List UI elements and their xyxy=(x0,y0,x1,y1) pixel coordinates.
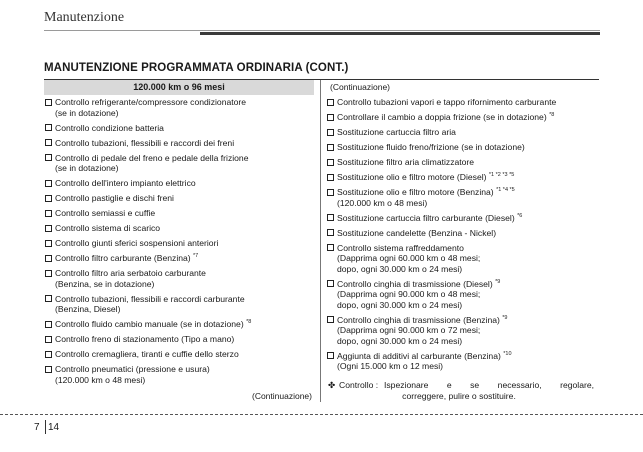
left-checklist xyxy=(44,97,314,385)
checklist-item-text: Sostituzione candelette (Benzina - Nickel) xyxy=(337,227,497,238)
checklist-item xyxy=(326,172,598,183)
right-column xyxy=(326,80,598,402)
checklist-item xyxy=(326,315,598,347)
checkbox-icon xyxy=(327,189,334,196)
checklist-item xyxy=(44,208,314,219)
checklist-item xyxy=(44,334,314,345)
checkbox-icon xyxy=(45,225,52,232)
checklist-item-text: Controllo sistema di scarico xyxy=(55,223,161,233)
header-rule xyxy=(44,30,600,31)
checklist-item-text: Sostituzione olio e filtro motore (Benzina) xyxy=(337,187,494,197)
checkbox-icon xyxy=(327,352,334,359)
page-number: 14 xyxy=(48,422,60,433)
checkbox-icon xyxy=(327,244,334,251)
checklist-item-text: (Benzina, Diesel) xyxy=(55,304,121,314)
checklist-item xyxy=(326,127,598,138)
checklist-item-text: Controllo dell'intero impianto elettrico xyxy=(55,178,196,188)
checklist-item-text: Controllo giunti sferici sospensioni anteriori xyxy=(55,238,219,248)
footnote-reference: *1 *4 *5 xyxy=(496,187,515,194)
footnote-reference: *8 xyxy=(549,112,555,119)
checkbox-icon xyxy=(45,139,52,146)
footnote xyxy=(326,380,598,402)
checkbox-icon xyxy=(45,255,52,262)
checklist-item-text: Controllo tubazioni vapori e tappo rifornimento carburante xyxy=(337,97,557,107)
checklist-item xyxy=(44,253,314,264)
checklist-item xyxy=(44,193,314,204)
checklist-item-text: Controllo filtro aria serbatoio carburante xyxy=(55,268,206,278)
footnote-line-2: correggere, pulire o sostituire. xyxy=(402,390,516,401)
checklist-item-text: Sostituzione filtro aria climatizzatore xyxy=(337,157,475,167)
checklist-item xyxy=(326,187,598,208)
checklist-item-text: Controllo di pedale del freno e pedale della frizione xyxy=(55,152,249,163)
checklist-item xyxy=(44,349,314,360)
checklist-item-text: Controllo pastiglie e dischi freni xyxy=(55,193,174,203)
checklist-item-text: Controllo filtro carburante (Benzina) xyxy=(55,253,191,263)
interval-header: 120.000 km o 96 mesi xyxy=(44,80,314,95)
checklist-item xyxy=(44,319,314,330)
checkbox-icon xyxy=(45,351,52,358)
footnote-reference: *1 *2 *3 *5 xyxy=(488,172,515,179)
footnote-symbol-icon: ✤ xyxy=(328,379,336,390)
checkbox-icon xyxy=(45,366,52,373)
checklist-item xyxy=(326,243,598,275)
checklist-item-text: Controllo tubazioni, flessibili e raccordi dei freni xyxy=(55,137,235,148)
checklist-item xyxy=(326,213,598,224)
checklist-item-text: Controllo sistema raffreddamento xyxy=(337,242,464,253)
page-number-separator xyxy=(45,420,46,434)
checklist-item xyxy=(44,138,314,149)
checkbox-icon xyxy=(45,180,52,187)
checklist-item-text: Controllo cremagliera, tiranti e cuffie dello sterzo xyxy=(55,349,239,359)
chapter-number: 7 xyxy=(34,422,40,433)
footer-rule xyxy=(0,414,643,415)
checkbox-icon xyxy=(327,316,334,323)
checklist-item-text: Controllo condizione batteria xyxy=(55,122,164,133)
footnote-line-1: Ispezionare e se necessario, regolare, xyxy=(384,379,594,390)
checklist-item-text: dopo, ogni 30.000 km o 24 mesi) xyxy=(337,299,463,310)
checklist-item-text: Controllo fluido cambio manuale (se in dotazione) xyxy=(55,319,244,329)
checkbox-icon xyxy=(45,195,52,202)
checklist-item-text: Sostituzione olio e filtro motore (Diesel) xyxy=(337,172,487,182)
footnote-label: Controllo : xyxy=(339,379,379,390)
checklist-item-text: Controllo semiassi e cuffie xyxy=(55,208,156,218)
column-divider xyxy=(320,80,321,402)
checklist-item xyxy=(44,178,314,189)
header-rule-bold xyxy=(200,32,600,35)
checklist-item-text: (120.000 km o 48 mesi) xyxy=(337,197,428,208)
footnote-reference: *7 xyxy=(193,253,199,260)
checklist-item-text: (Ogni 15.000 km o 12 mesi) xyxy=(337,361,444,371)
checklist-item-text: Controllo pneumatici (pressione e usura) xyxy=(55,364,210,374)
checklist-item xyxy=(326,142,598,153)
checkbox-icon xyxy=(45,240,52,247)
checkbox-icon xyxy=(327,144,334,151)
checkbox-icon xyxy=(327,174,334,181)
checklist-item xyxy=(44,268,314,289)
checkbox-icon xyxy=(45,295,52,302)
checkbox-icon xyxy=(45,321,52,328)
checklist-item xyxy=(326,351,598,372)
checklist-item-text: Controllare il cambio a doppia frizione (se in dotazione) xyxy=(337,112,547,122)
checkbox-icon xyxy=(45,336,52,343)
checklist-item-text: Controllo cinghia di trasmissione (Diesel) xyxy=(337,278,493,289)
checkbox-icon xyxy=(327,214,334,221)
checklist-item xyxy=(44,294,314,315)
left-column xyxy=(44,80,314,401)
section-header: Manutenzione xyxy=(44,10,125,25)
checklist-item-text: (se in dotazione) xyxy=(55,107,119,118)
checklist-item-text: Controllo freno di stazionamento (Tipo a mano) xyxy=(55,334,235,344)
checklist-item-text: Controllo refrigerante/compressore condizionatore xyxy=(55,97,247,107)
checkbox-icon xyxy=(45,270,52,277)
checkbox-icon xyxy=(45,154,52,161)
checklist-item-text: Sostituzione cartuccia filtro carburante (Diesel) xyxy=(337,212,515,223)
checklist-item xyxy=(326,279,598,311)
checkbox-icon xyxy=(45,210,52,217)
checklist-item xyxy=(44,123,314,134)
checklist-item-text: Aggiunta di additivi al carburante (Benzina) xyxy=(337,350,501,361)
checklist-item-text: Sostituzione fluido freno/frizione (se in dotazione) xyxy=(337,142,525,152)
checklist-item-text: dopo, ogni 30.000 km o 24 mesi) xyxy=(337,335,463,346)
checklist-item xyxy=(44,223,314,234)
checklist-item xyxy=(326,157,598,168)
right-checklist xyxy=(326,97,598,372)
checklist-item-text: (se in dotazione) xyxy=(55,163,119,173)
checklist-item xyxy=(44,97,314,118)
checklist-item-text: (Benzina, se in dotazione) xyxy=(55,278,155,289)
checklist-item-text: (Dapprima ogni 90.000 km o 48 mesi; xyxy=(337,289,481,299)
continuation-label-top: (Continuazione) xyxy=(330,82,391,92)
checkbox-icon xyxy=(327,114,334,121)
checklist-item-text: dopo, ogni 30.000 km o 24 mesi) xyxy=(337,263,463,274)
checklist-item-text: Controllo tubazioni, flessibili e raccordi carburante xyxy=(55,293,245,304)
footnote-reference: *9 xyxy=(495,278,501,285)
footnote-reference: *8 xyxy=(246,319,252,326)
checkbox-icon xyxy=(45,124,52,131)
footnote-reference: *6 xyxy=(517,212,523,219)
footnote-reference: *9 xyxy=(502,314,508,321)
page-title: MANUTENZIONE PROGRAMMATA ORDINARIA (CONT.) xyxy=(44,62,349,74)
checkbox-icon xyxy=(45,99,52,106)
checkbox-icon xyxy=(327,99,334,106)
footnote-reference: *10 xyxy=(503,350,512,357)
checkbox-icon xyxy=(327,129,334,136)
checklist-item xyxy=(326,112,598,123)
checklist-item-text: (120.000 km o 48 mesi) xyxy=(55,374,146,385)
continuation-label: (Continuazione) xyxy=(251,391,312,401)
checklist-item-text: Controllo cinghia di trasmissione (Benzina) xyxy=(337,314,500,325)
checkbox-icon xyxy=(327,280,334,287)
checklist-item-text: Sostituzione cartuccia filtro aria xyxy=(337,127,456,137)
checklist-item xyxy=(326,97,598,108)
checklist-item-text: (Dapprima ogni 90.000 km o 72 mesi; xyxy=(337,325,481,335)
checklist-item-text: (Dapprima ogni 60.000 km o 48 mesi; xyxy=(337,253,481,263)
checkbox-icon xyxy=(327,159,334,166)
checklist-item xyxy=(44,153,314,174)
checklist-item xyxy=(44,364,314,385)
checklist-item xyxy=(326,228,598,239)
checklist-item xyxy=(44,238,314,249)
checkbox-icon xyxy=(327,229,334,236)
